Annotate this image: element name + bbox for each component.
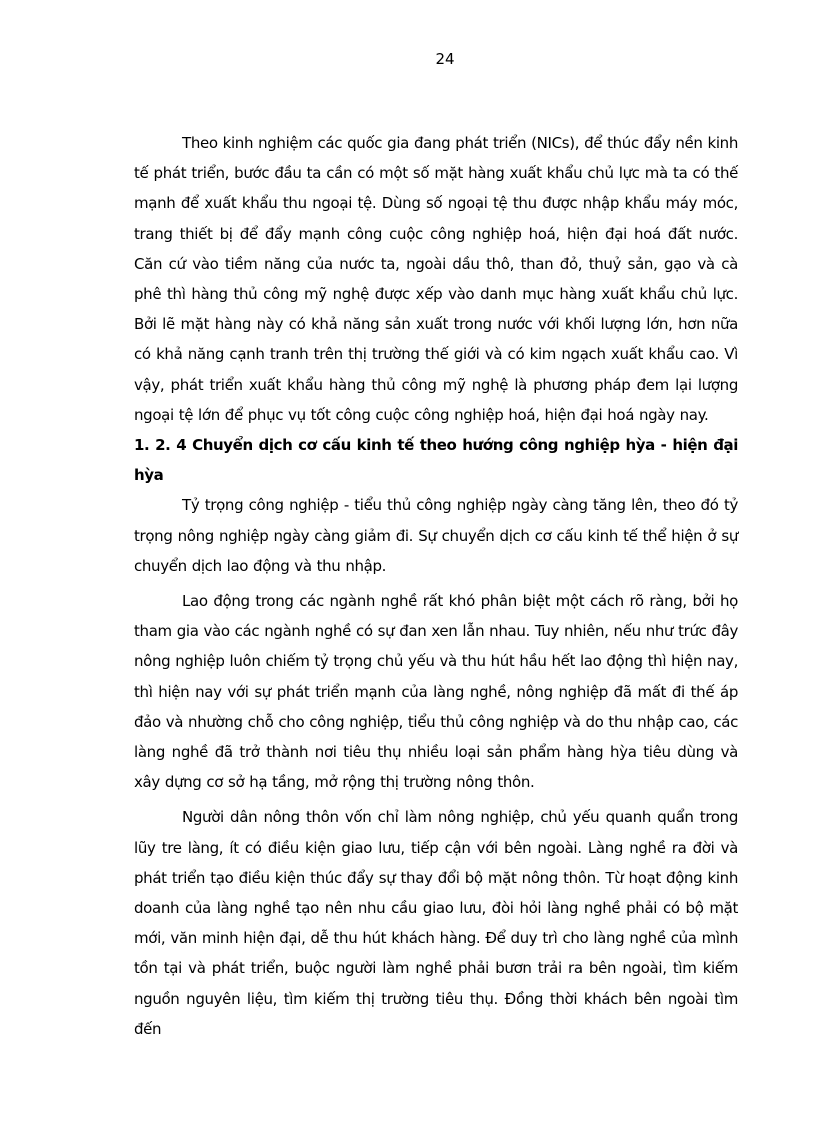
page-number: 24 bbox=[435, 50, 455, 68]
paragraph-labor-shift: Lao động trong các ngành nghề rất khó phân biệt một cách rõ ràng, bởi họ tham gia vào các ngành nghề có sự đan xen lẫn nhau. Tuy nhiên, nếu như trức đây nông nghiệp luôn chiếm tỷ trọng chủ yếu và thu hút hầu hết lao động thì hiện nay, thì hiện nay với sự phát triển mạnh của làng nghề, nông nghiệp đã mất đi thế áp đảo và nhường chỗ cho công nghiệp, tiểu thủ công nghiệp và do thu nhập cao, các làng nghề đã trở thành nơi tiêu thụ nhiều loại sản phẩm hàng hỳa tiêu dùng và xây dựng cơ sở hạ tầng, mở rộng thị trường nông thôn. bbox=[134, 592, 738, 792]
section-heading-1-2-4: 1. 2. 4 Chuyển dịch cơ cấu kinh tế theo hướng công nghiệp hỳa - hiện đại hỳa bbox=[134, 436, 738, 485]
paragraph-rural-change: Người dân nông thôn vốn chỉ làm nông nghiệp, chủ yếu quanh quẩn trong lũy tre làng, ít có điều kiện giao lưu, tiếp cận với bên ngoài. Làng nghề ra đời và phát triển tạo điều kiện thúc đẩy sự thay đổi bộ mặt nông thôn. Từ hoạt động kinh doanh của làng nghề tạo nên nhu cầu giao lưu, đòi hỏi làng nghề phải có bộ mặt mới, văn minh hiện đại, dễ thu hút khách hàng. Để duy trì cho làng nghề của mình tồn tại và phát triển, buộc người làm nghề phải bươn trải ra bên ngoài, tìm kiếm nguồn nguyên liệu, tìm kiếm thị trường tiêu thụ. Đồng thời khách bên ngoài tìm đến bbox=[134, 808, 738, 1038]
document-body bbox=[134, 128, 738, 1044]
paragraph-industry-share: Tỷ trọng công nghiệp - tiểu thủ công nghiệp ngày càng tăng lên, theo đó tỷ trọng nông nghiệp ngày càng giảm đi. Sự chuyển dịch cơ cấu kinh tế thể hiện ở sự chuyển dịch lao động và thu nhập. bbox=[134, 496, 738, 575]
paragraph-nics-export: Theo kinh nghiệm các quốc gia đang phát triển (NICs), để thúc đẩy nền kinh tế phát triển, bước đầu ta cần có một số mặt hàng xuất khẩu chủ lực mà ta có thế mạnh để xuất khẩu thu ngoại tệ. Dùng số ngoại tệ thu được nhập khẩu máy móc, trang thiết bị để đẩy mạnh công cuộc công nghiệp hoá, hiện đại hoá đất nước. Căn cứ vào tiềm năng của nước ta, ngoài dầu thô, than đỏ, thuỷ sản, gạo và cà phê thì hàng thủ công mỹ nghệ được xếp vào danh mục hàng xuất khẩu chủ lực. Bởi lẽ mặt hàng này có khả năng sản xuất trong nước với khối lượng lớn, hơn nữa có khả năng cạnh tranh trên thị trường thế giới và có kim ngạch xuất khẩu cao. Vì vậy, phát triển xuất khẩu hàng thủ công mỹ nghệ là phương pháp đem lại lượng ngoại tệ lớn để phục vụ tốt công cuộc công nghiệp hoá, hiện đại hoá ngày nay. bbox=[134, 134, 738, 424]
